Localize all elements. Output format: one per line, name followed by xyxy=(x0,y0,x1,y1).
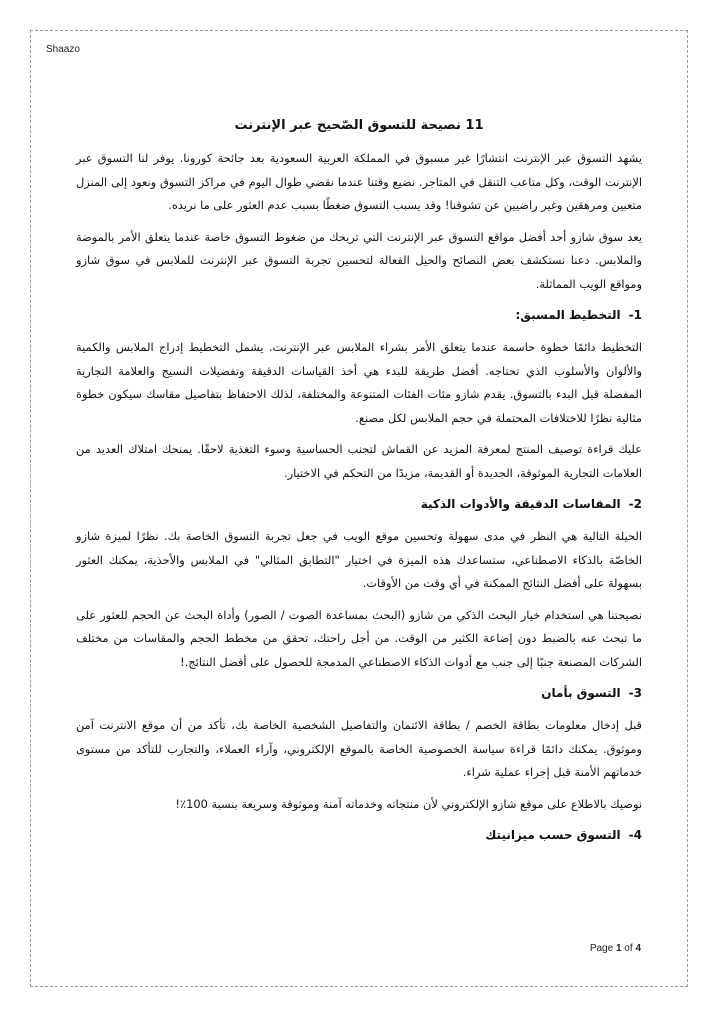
section-number: 2- xyxy=(628,497,642,511)
section-title: التخطيط المسبق: xyxy=(515,308,621,322)
section-number: 3- xyxy=(628,686,642,700)
section-heading-1 xyxy=(76,304,642,326)
section-number: 1- xyxy=(628,308,642,322)
section-1-paragraph-2: عليك قراءة توصيف المنتج لمعرفة المزيد عن القماش لتجنب الحساسية وسوء التغذية لاحقًا. يمنحك امتلاك العديد من العلامات التجارية الموثوقة، الجديدة أو القديمة، مزيدًا من التحكم في الاختيار. xyxy=(76,442,642,480)
page-footer xyxy=(590,943,641,954)
section-2-paragraph-1: الحيلة التالية هي النظر في مدى سهولة وتحسين موقع الويب في جعل تجربة التسوق الخاصة بك. نظرًا لميزة شازو الخاصّة بالذكاء الاصطناعي، ستساعدك هذه الميزة في اختيار "التطابق المثالي" في الملابس والأحذية، يمكنك العثور بسهولة على أفضل النتائج الممكنة في أي وقت من الأوقات. xyxy=(76,529,642,590)
section-3-paragraph-1: قبل إدخال معلومات بطاقة الخصم / بطاقة الائتمان والتفاصيل الشخصية الخاصة بك، تأكد من أن موقع الانترنت آمن وموثوق. يمكنك دائمًا قراءة سياسة الخصوصية الخاصة بالموقع الإلكتروني، وآراء العملاء، والتجارب للتأكد من مستوى خدماتهم الأمنة قبل إجراء عملية شراء. xyxy=(76,718,642,779)
footer-prefix: Page xyxy=(589,943,616,954)
total-pages-number: 4 xyxy=(635,943,641,954)
intro-paragraph-2: يعد سوق شازو أحد أفضل مواقع التسوق عبر الإنترنت التي تريحك من ضغوط التسوق خاصة عندما يتعلق الأمر بالموضة والملابس. دعنا نستكشف بعض النصائح والحيل الفعالة لتحسين تجربة التسوق عبر الإنترنت للملابس في سوق شازو ومواقع الويب المماثلة. xyxy=(76,229,642,291)
section-heading-4 xyxy=(76,824,642,846)
section-1-paragraph-1: التخطيط دائمًا خطوة حاسمة عندما يتعلق الأمر بشراء الملابس عبر الإنترنت. يشمل التخطيط إدراج الملابس والكمية والألوان والأسلوب الذي تحتاجه. أفضل طريقة للبدء هي أخذ القياسات الدقيقة وتفضيلات النسيج والعلامة التجارية المفضلة قبل البدء بالتسوق. يقدم شازو مئات الفئات المتنوعة والمختلفة، لذلك الاحتفاظ بتفاصيل مقاسك سيكون خطوة مثالية نظرًا للاختلافات المحتملة في حجم الملابس لكل مصنع. xyxy=(76,340,642,425)
current-page-number: 1 xyxy=(615,943,622,954)
document-body xyxy=(76,118,642,856)
section-2-paragraph-2: نصيحتنا هي استخدام خيار البحث الذكي من شازو (البحث بمساعدة الصوت / الصور) وأداة البحث عن الحجم للعثور على ما تبحث عنه بالضبط دون إضاعة الكثير من الوقت. من أجل راحتك، تحقق من مخطط الحجم والمقاسات من مختلف الشركات المصنعة جنبًا إلى جنب مع أدوات الذكاء الاصطناعي المدمجة للحصول على أفضل النتائج.! xyxy=(76,607,642,669)
section-number: 4- xyxy=(628,828,642,842)
document-title: 11 نصيحة للتسوق الصّحيح عبر الإنترنت xyxy=(234,118,484,133)
section-heading-2 xyxy=(76,493,642,515)
header-text: Shaazo xyxy=(46,44,80,55)
section-title: التسوق حسب ميزانيتك xyxy=(485,828,621,842)
section-heading-3 xyxy=(76,682,642,704)
section-title: التسوق بأمان xyxy=(541,686,621,700)
section-title: المقاسات الدقيقة والأدوات الذكية xyxy=(420,497,621,511)
section-3-paragraph-2: نوصيك بالاطلاع على موقع شازو الإلكتروني لأن منتجاته وخدماته آمنة وموثوقة وسريعة بنسبة 100٪! xyxy=(175,796,642,811)
footer-of: of xyxy=(621,943,636,954)
intro-paragraph-1: يشهد التسوق عبر الإنترنت انتشارًا غير مسبوق في المملكة العربية السعودية بعد جائحة كورونا. يوفر لنا التسوق عبر الإنترنت الوقت، وكل متاعب التنقل في المتاجر. نضيع وقتنا عندما نقضي طوال اليوم في مراكز التسوق ونعود إلى المنزل متعبين ومرهقين وغير راضيين عن تشوقنا! وقد يسبب التسوق ضغطًا بسبب عدم العثور على ما نريده. xyxy=(76,151,642,212)
